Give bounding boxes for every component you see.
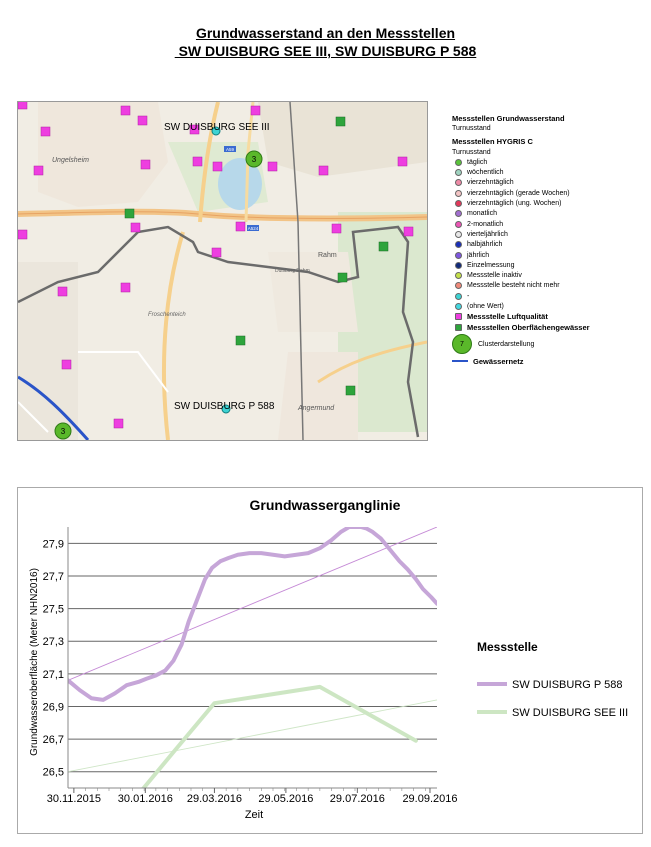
legend-item bbox=[452, 250, 651, 260]
cluster-sample-icon: 7 bbox=[452, 334, 472, 354]
place-label: Froschenteich bbox=[148, 312, 186, 318]
legend-swatch-icon bbox=[455, 221, 462, 228]
legend-swatch-icon bbox=[455, 303, 462, 310]
groundwater-chart bbox=[18, 488, 642, 833]
x-tick-label: 29.05.2016 bbox=[258, 793, 314, 805]
place-label: Angermund bbox=[298, 405, 335, 412]
chart-title: Grundwasserganglinie bbox=[249, 497, 401, 513]
legend-luft-row bbox=[452, 312, 651, 322]
station-label-p588: SW DUISBURG P 588 bbox=[174, 401, 275, 412]
legend-item-label: halbjährlich bbox=[467, 241, 503, 249]
y-tick-label: 26,7 bbox=[42, 734, 64, 747]
legend-item-label: wöchentlich bbox=[467, 169, 504, 177]
place-label: Ungelsheim bbox=[52, 157, 89, 164]
legend-item bbox=[452, 270, 651, 280]
cluster-count: 3 bbox=[60, 427, 66, 436]
y-tick-label: 27,1 bbox=[42, 668, 64, 681]
legend-item-label: jährlich bbox=[467, 251, 490, 259]
map-legend bbox=[452, 113, 651, 367]
settlement-west bbox=[18, 262, 78, 440]
map-canvas bbox=[18, 102, 427, 440]
legend-item bbox=[452, 209, 651, 219]
legend-section1-sub: Turnusstand bbox=[452, 124, 491, 132]
legend-item bbox=[452, 229, 651, 239]
legend-swatch-icon bbox=[455, 179, 462, 186]
map-view[interactable] bbox=[17, 101, 428, 441]
legend-cluster-row bbox=[452, 332, 651, 356]
settlement-rahm bbox=[268, 252, 358, 332]
luft-swatch-icon bbox=[455, 313, 462, 320]
legend-swatch-icon bbox=[455, 200, 462, 207]
legend-gewaesser-row bbox=[452, 356, 651, 366]
legend-luft-label: Messstelle Luftqualität bbox=[467, 312, 548, 322]
legend-series-label: SW DUISBURG SEE III bbox=[512, 707, 629, 719]
legend-item-label: vierteljährlich bbox=[467, 230, 508, 238]
road-label: A59 bbox=[225, 147, 235, 152]
x-tick-label: 30.01.2016 bbox=[117, 793, 173, 805]
legend-item-label: vierzehntäglich bbox=[467, 179, 514, 187]
legend-section2-sub: Turnusstand bbox=[452, 148, 491, 156]
legend-item bbox=[452, 219, 651, 229]
legend-swatch-icon bbox=[455, 169, 462, 176]
x-tick-label: 29.07.2016 bbox=[329, 793, 385, 805]
x-axis-label: Zeit bbox=[244, 809, 264, 821]
legend-item bbox=[452, 301, 651, 311]
ober-swatch-icon bbox=[455, 324, 462, 331]
station-label-see-iii: SW DUISBURG SEE III bbox=[164, 122, 270, 133]
legend-item bbox=[452, 260, 651, 270]
legend-item-label: Messstelle inaktiv bbox=[467, 272, 522, 280]
trendline bbox=[68, 700, 437, 772]
legend-item bbox=[452, 178, 651, 188]
legend-items bbox=[452, 157, 651, 311]
page-title-line2: SW DUISBURG SEE III, SW DUISBURG P 588 bbox=[174, 43, 477, 59]
y-tick-label: 26,5 bbox=[42, 766, 64, 779]
legend-item-label: täglich bbox=[467, 158, 488, 166]
y-tick-label: 27,3 bbox=[42, 636, 64, 649]
legend-ober-row bbox=[452, 322, 651, 332]
legend-item bbox=[452, 157, 651, 167]
legend-swatch-icon bbox=[455, 272, 462, 279]
legend-swatch-icon bbox=[455, 241, 462, 248]
legend-swatch-icon bbox=[455, 293, 462, 300]
y-tick-label: 27,7 bbox=[42, 570, 64, 583]
y-tick-label: 27,9 bbox=[42, 538, 64, 551]
legend-swatch-icon bbox=[455, 252, 462, 259]
place-label: Duisburg Rahm bbox=[275, 268, 310, 274]
gewaesser-line-icon bbox=[452, 360, 468, 362]
place-label: Rahm bbox=[318, 252, 337, 259]
page-title-line1: Grundwasserstand an den Messstellen bbox=[195, 25, 456, 41]
legend-ober-label: Messstellen Oberflächengewässer bbox=[467, 322, 590, 332]
legend-item-label: vierzehntäglich (gerade Wochen) bbox=[467, 189, 570, 197]
legend-item-label: 2-monatlich bbox=[467, 220, 504, 228]
legend-item-label: (ohne Wert) bbox=[467, 302, 504, 310]
legend-item bbox=[452, 167, 651, 177]
cluster-count: 3 bbox=[251, 155, 257, 164]
legend-gewaesser-label: Gewässernetz bbox=[473, 356, 524, 366]
chart-container bbox=[17, 487, 643, 834]
legend-swatch-icon bbox=[455, 210, 462, 217]
legend-title: Messstelle bbox=[477, 640, 538, 654]
legend-section2-title: Messstellen HYGRIS C bbox=[452, 137, 533, 147]
legend-swatch-icon bbox=[455, 159, 462, 166]
road-label: A524 bbox=[247, 226, 259, 231]
trendline bbox=[68, 527, 437, 680]
legend-item-label: vierzehntäglich (ung. Wochen) bbox=[467, 200, 562, 208]
legend-series-label: SW DUISBURG P 588 bbox=[512, 679, 623, 691]
legend-swatch-icon bbox=[455, 231, 462, 238]
legend-section1-title: Messstellen Grundwasserstand bbox=[452, 113, 565, 123]
legend-swatch-icon bbox=[455, 262, 462, 269]
y-axis-label: Grundwasseroberfläche (Meter NHN2016) bbox=[29, 568, 40, 756]
y-tick-label: 27,5 bbox=[42, 603, 64, 616]
legend-swatch-icon bbox=[455, 190, 462, 197]
legend-item-label: Messstelle besteht nicht mehr bbox=[467, 282, 560, 290]
x-tick-label: 29.03.2016 bbox=[186, 793, 242, 805]
legend-item bbox=[452, 281, 651, 291]
x-tick-label: 29.09.2016 bbox=[402, 793, 458, 805]
series-line bbox=[138, 687, 416, 795]
legend-item-label: Einzelmessung bbox=[467, 261, 515, 269]
legend-item-label: monatlich bbox=[467, 210, 497, 218]
legend-item bbox=[452, 240, 651, 250]
legend-item bbox=[452, 188, 651, 198]
legend-swatch-icon bbox=[455, 282, 462, 289]
legend-item bbox=[452, 291, 651, 301]
x-tick-label: 30.11.2015 bbox=[46, 793, 101, 805]
legend-item-label: - bbox=[467, 292, 470, 300]
legend-item bbox=[452, 198, 651, 208]
legend-cluster-label: Clusterdarstellung bbox=[478, 340, 535, 348]
y-tick-label: 26,9 bbox=[42, 701, 64, 714]
